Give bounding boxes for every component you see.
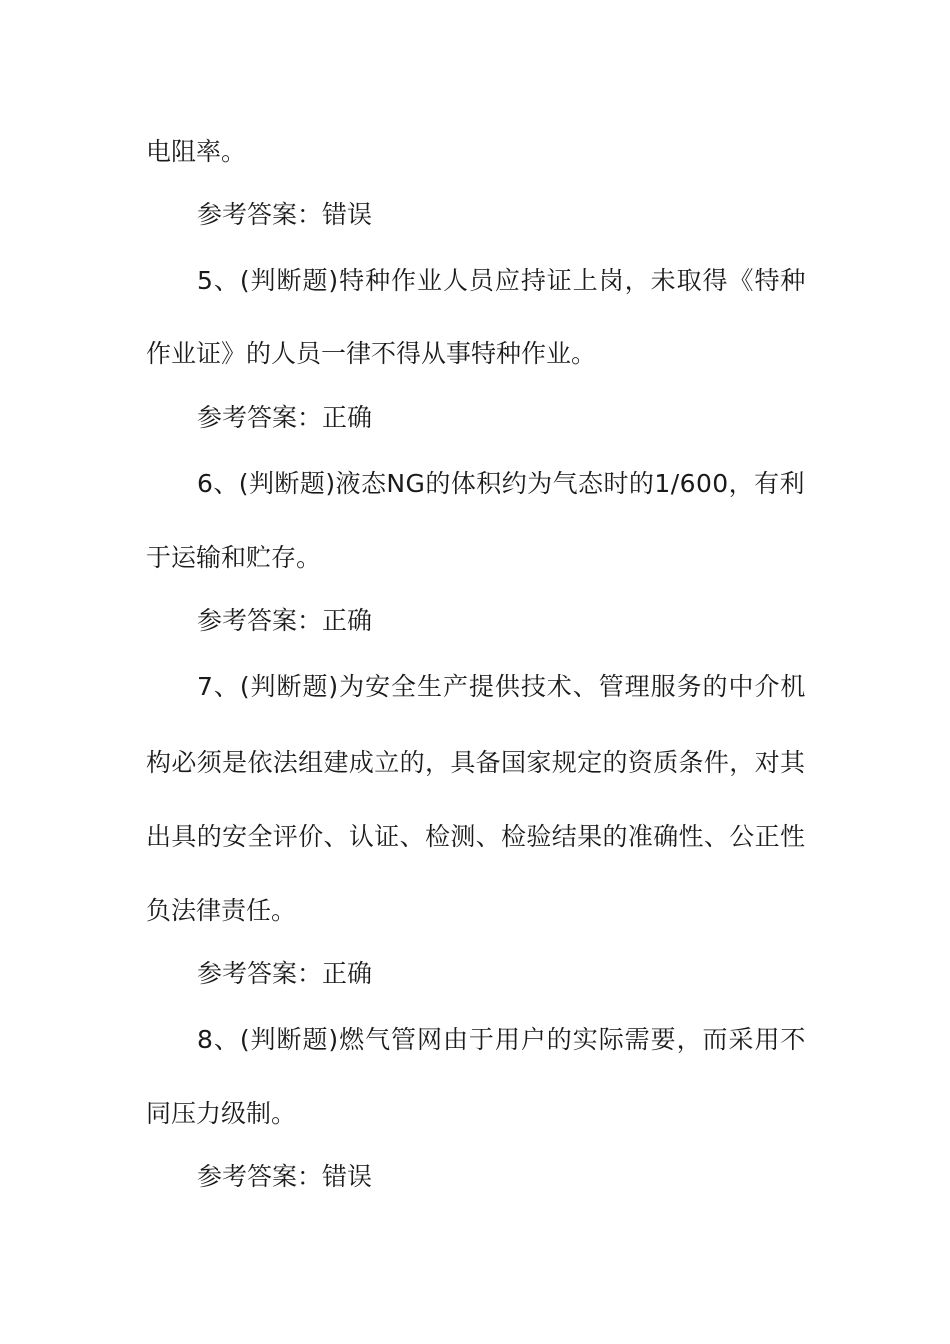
question-6-line-2: 于运输和贮存。 — [146, 543, 322, 572]
question-7-line-2: 构必须是依法组建成立的，具备国家规定的资质条件，对其 — [146, 748, 806, 777]
question-7-line-4: 负法律责任。 — [146, 896, 297, 925]
answer-line: 参考答案：错误 — [197, 200, 373, 229]
answer-line: 参考答案：正确 — [197, 403, 373, 432]
question-7-line-1: 7、(判断题)为安全生产提供技术、管理服务的中介机 — [197, 672, 807, 701]
question-5-line-1: 5、(判断题)特种作业人员应持证上岗，未取得《特种 — [197, 266, 807, 295]
text-line: 电阻率。 — [146, 137, 247, 166]
question-8-line-1: 8、(判断题)燃气管网由于用户的实际需要，而采用不 — [197, 1025, 807, 1054]
question-7-line-3: 出具的安全评价、认证、检测、检验结果的准确性、公正性 — [146, 822, 806, 851]
answer-line: 参考答案：正确 — [197, 606, 373, 635]
question-8-line-2: 同压力级制。 — [146, 1099, 297, 1128]
answer-line: 参考答案：错误 — [197, 1162, 373, 1191]
question-5-line-2: 作业证》的人员一律不得从事特种作业。 — [146, 339, 597, 368]
answer-line: 参考答案：正确 — [197, 959, 373, 988]
question-6-line-1: 6、(判断题)液态NG的体积约为气态时的1/600，有利 — [197, 469, 805, 498]
